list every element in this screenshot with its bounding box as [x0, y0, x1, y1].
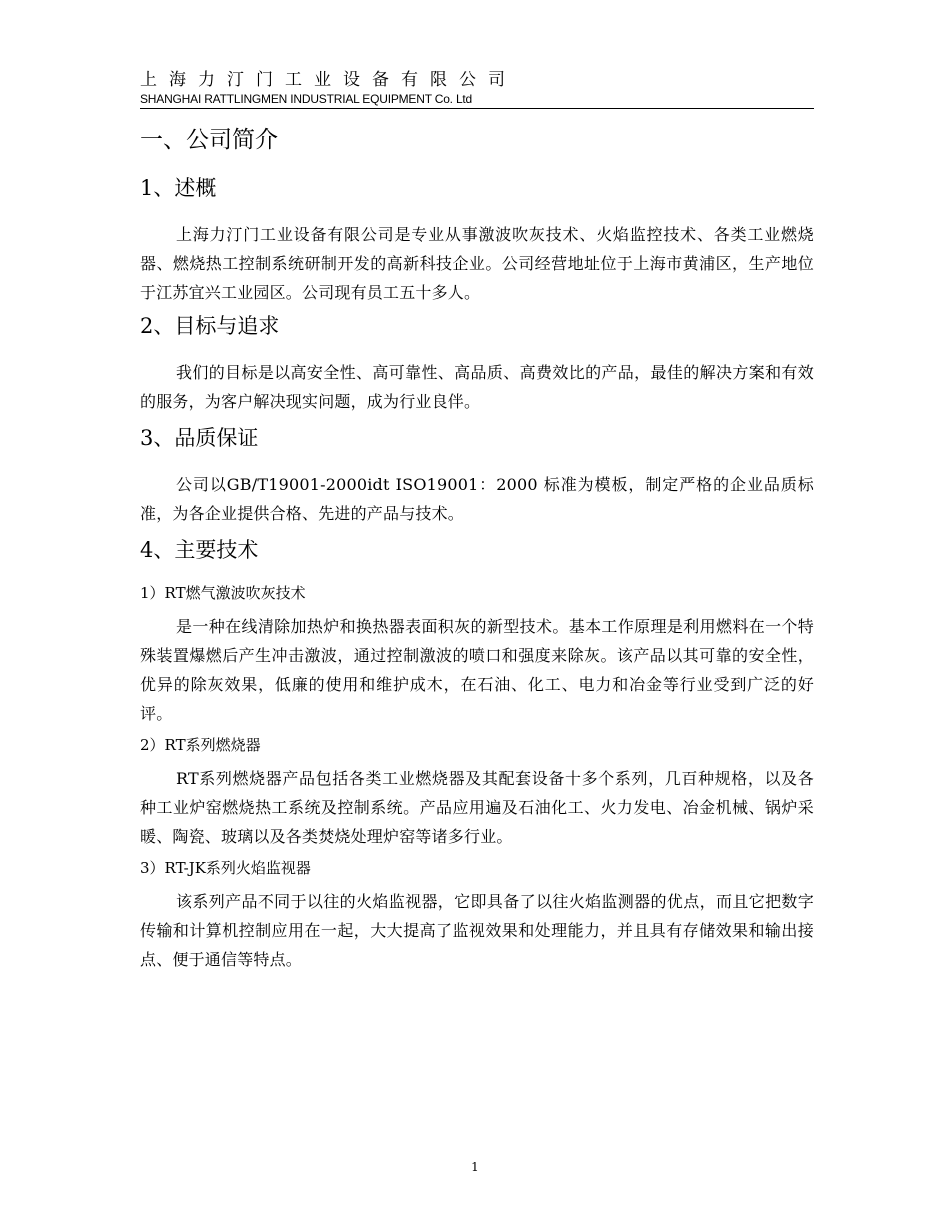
page-header [140, 68, 814, 109]
tech-paragraph-sootblowing: 是一种在线清除加热炉和换热器表面积灰的新型技术。基本工作原理是利用燃料在一个特殊装置爆燃后产生冲击激波，通过控制激波的喷口和强度来除灰。该产品以其可靠的安全性，优异的除灰效果，低廉的使用和维护成木，在石油、化工、电力和冶金等行业受到广泛的好评。 [140, 617, 814, 723]
document-body [140, 122, 814, 977]
paragraph-goals: 我们的目标是以高安全性、高可靠性、高品质、高费效比的产品，最佳的解决方案和有效的服务，为客户解决现实问题，成为行业良伴。 [140, 363, 814, 411]
tech-paragraph-flame-monitor: 该系列产品不同于以往的火焰监视器，它即具备了以往火焰监测器的优点，而且它把数字传输和计算机控制应用在一起，大大提高了监视效果和处理能力，并且具有存储效果和输出接点、便于通信等特点。 [140, 892, 814, 969]
section-title: 一、公司简介 [140, 127, 278, 153]
heading-technologies: 4、主要技术 [140, 538, 259, 562]
tech-title-flame-monitor: 3）RT-JK系列火焰监视器 [140, 859, 311, 877]
tech-title-sootblowing: 1）RT燃气激波吹灰技术 [140, 584, 306, 602]
heading-overview: 1、述概 [140, 176, 217, 200]
heading-goals: 2、目标与追求 [140, 314, 280, 338]
tech-title-burners: 2）RT系列燃烧器 [140, 736, 261, 754]
paragraph-overview: 上海力汀门工业设备有限公司是专业从事激波吹灰技术、火焰监控技术、各类工业燃烧器、燃烧热工控制系统研制开发的高新科技企业。公司经营地址位于上海市黄浦区，生产地位于江苏宜兴工业园区。公司现有员工五十多人。 [140, 225, 814, 302]
tech-paragraph-burners: RT系列燃烧器产品包括各类工业燃烧器及其配套设备十多个系列，几百种规格，以及各种工业炉窑燃烧热工系统及控制系统。产品应用遍及石油化工、火力发电、冶金机械、锅炉采暖、陶瓷、玻璃以及各类焚烧处理炉窑等诸多行业。 [140, 769, 814, 846]
company-name-en: SHANGHAI RATTLINGMEN INDUSTRIAL EQUIPMENT Co. Ltd [140, 92, 473, 106]
company-name-cn: 上海力汀门工业设备有限公司 [140, 70, 517, 90]
page-number: 1 [471, 1160, 479, 1174]
paragraph-quality: 公司以GB/T19001-2000idt ISO19001：2000 标准为模板，制定严格的企业品质标准，为各企业提供合格、先进的产品与技术。 [140, 475, 814, 523]
heading-quality: 3、品质保证 [140, 426, 259, 450]
